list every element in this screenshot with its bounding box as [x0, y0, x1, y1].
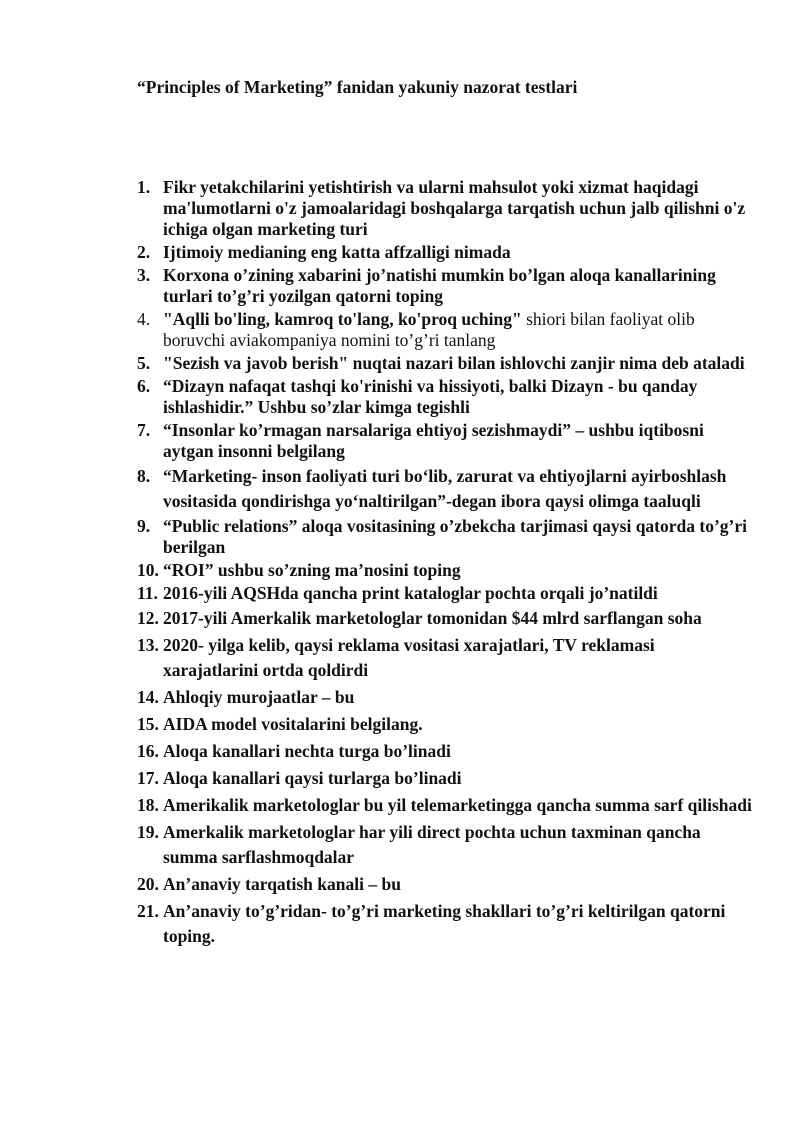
question-number: 5. — [137, 353, 151, 373]
question-item — [0, 712, 800, 737]
question-text: Aloqa kanallari nechta turga bo’linadi — [163, 741, 451, 761]
question-item — [0, 633, 800, 683]
question-item — [0, 464, 800, 514]
question-number: 14. — [137, 687, 159, 707]
question-item — [0, 560, 800, 581]
question-text: 2017-yili Amerkalik marketologlar tomonidan $44 mlrd sarflangan soha — [163, 608, 702, 628]
question-item — [0, 685, 800, 710]
question-item — [0, 265, 800, 307]
question-text-continuation: shiori bilan faoliyat olib boruvchi aviakompaniya nomini to’g’ri tanlang — [163, 309, 695, 350]
question-number: 17. — [137, 768, 159, 788]
question-number: 6. — [137, 376, 151, 396]
question-text: Amerkalik marketologlar har yili direct pochta uchun taxminan qancha summa sarflashmoqdalar — [163, 822, 701, 867]
question-item — [0, 899, 800, 949]
question-number: 1. — [137, 177, 151, 197]
question-number: 7. — [137, 420, 151, 440]
question-text: “ROI” ushbu so’zning ma’nosini toping — [163, 560, 461, 580]
question-list — [0, 177, 800, 951]
document-title: “Principles of Marketing” fanidan yakuniy nazorat testlari — [137, 77, 578, 97]
question-text: "Sezish va javob berish" nuqtai nazari bilan ishlovchi zanjir nima deb ataladi — [163, 353, 745, 373]
question-item — [0, 353, 800, 374]
question-text: Korxona o’zining xabarini jo’natishi mumkin bo’lgan aloqa kanallarining turlari to’g’ri yozilgan qatorni toping — [163, 265, 716, 306]
question-item — [0, 793, 800, 818]
question-text: Amerikalik marketologlar bu yil telemarketingga qancha summa sarf qilishadi — [163, 795, 752, 815]
question-text: AIDA model vositalarini belgilang. — [163, 714, 423, 734]
question-item — [0, 820, 800, 870]
question-number: 13. — [137, 635, 159, 655]
question-item — [0, 420, 800, 462]
question-number: 12. — [137, 608, 159, 628]
question-item — [0, 516, 800, 558]
question-item — [0, 309, 800, 351]
question-item — [0, 583, 800, 604]
question-number: 11. — [137, 583, 158, 603]
question-item — [0, 739, 800, 764]
question-item — [0, 177, 800, 240]
question-number: 8. — [137, 466, 151, 486]
question-item — [0, 766, 800, 791]
question-number: 20. — [137, 874, 159, 894]
question-number: 10. — [137, 560, 159, 580]
question-text: “Insonlar ko’rmagan narsalariga ehtiyoj sezishmaydi” – ushbu iqtibosni aytgan insonni belgilang — [163, 420, 704, 461]
question-text: Ijtimoiy medianing eng katta affzalligi nimada — [163, 242, 511, 262]
question-text: 2020- yilga kelib, qaysi reklama vositasi xarajatlari, TV reklamasi xarajatlarini ortda qoldirdi — [163, 635, 655, 680]
question-text: “Public relations” aloqa vositasining o’zbekcha tarjimasi qaysi qatorda to’g’ri berilgan — [163, 516, 747, 557]
question-number: 4. — [137, 309, 151, 329]
question-number: 16. — [137, 741, 159, 761]
question-item — [0, 606, 800, 631]
question-number: 2. — [137, 242, 151, 262]
question-item — [0, 872, 800, 897]
question-text: An’anaviy tarqatish kanali – bu — [163, 874, 401, 894]
question-number: 19. — [137, 822, 159, 842]
question-number: 18. — [137, 795, 159, 815]
question-number: 9. — [137, 516, 151, 536]
question-text: An’anaviy to’g’ridan- to’g’ri marketing shakllari to’g’ri keltirilgan qatorni toping. — [163, 901, 726, 946]
question-text: “Marketing- inson faoliyati turi bo‘lib, zarurat va ehtiyojlarni ayirboshlash vositasida qondirishga yo‘naltirilgan”-degan ibora qaysi olimga taaluqli — [163, 466, 727, 511]
question-item — [0, 242, 800, 263]
question-text: Fikr yetakchilarini yetishtirish va ularni mahsulot yoki xizmat haqidagi ma'lumotlarni o'z jamoalaridagi boshqalarga tarqatish uchun jalb qilishni o'z ichiga olgan marketing turi — [163, 177, 746, 239]
question-number: 15. — [137, 714, 159, 734]
question-text: “Dizayn nafaqat tashqi ko'rinishi va hissiyoti, balki Dizayn - bu qanday ishlashidir.” Ushbu so’zlar kimga tegishli — [163, 376, 698, 417]
question-text: 2016-yili AQSHda qancha print kataloglar pochta orqali jo’natildi — [163, 583, 658, 603]
question-item — [0, 376, 800, 418]
question-text: Ahloqiy murojaatlar – bu — [163, 687, 355, 707]
question-text: Aloqa kanallari qaysi turlarga bo’linadi — [163, 768, 462, 788]
question-text: "Aqlli bo'ling, kamroq to'lang, ko'proq uching" — [163, 309, 522, 329]
question-number: 3. — [137, 265, 151, 285]
question-number: 21. — [137, 901, 159, 921]
